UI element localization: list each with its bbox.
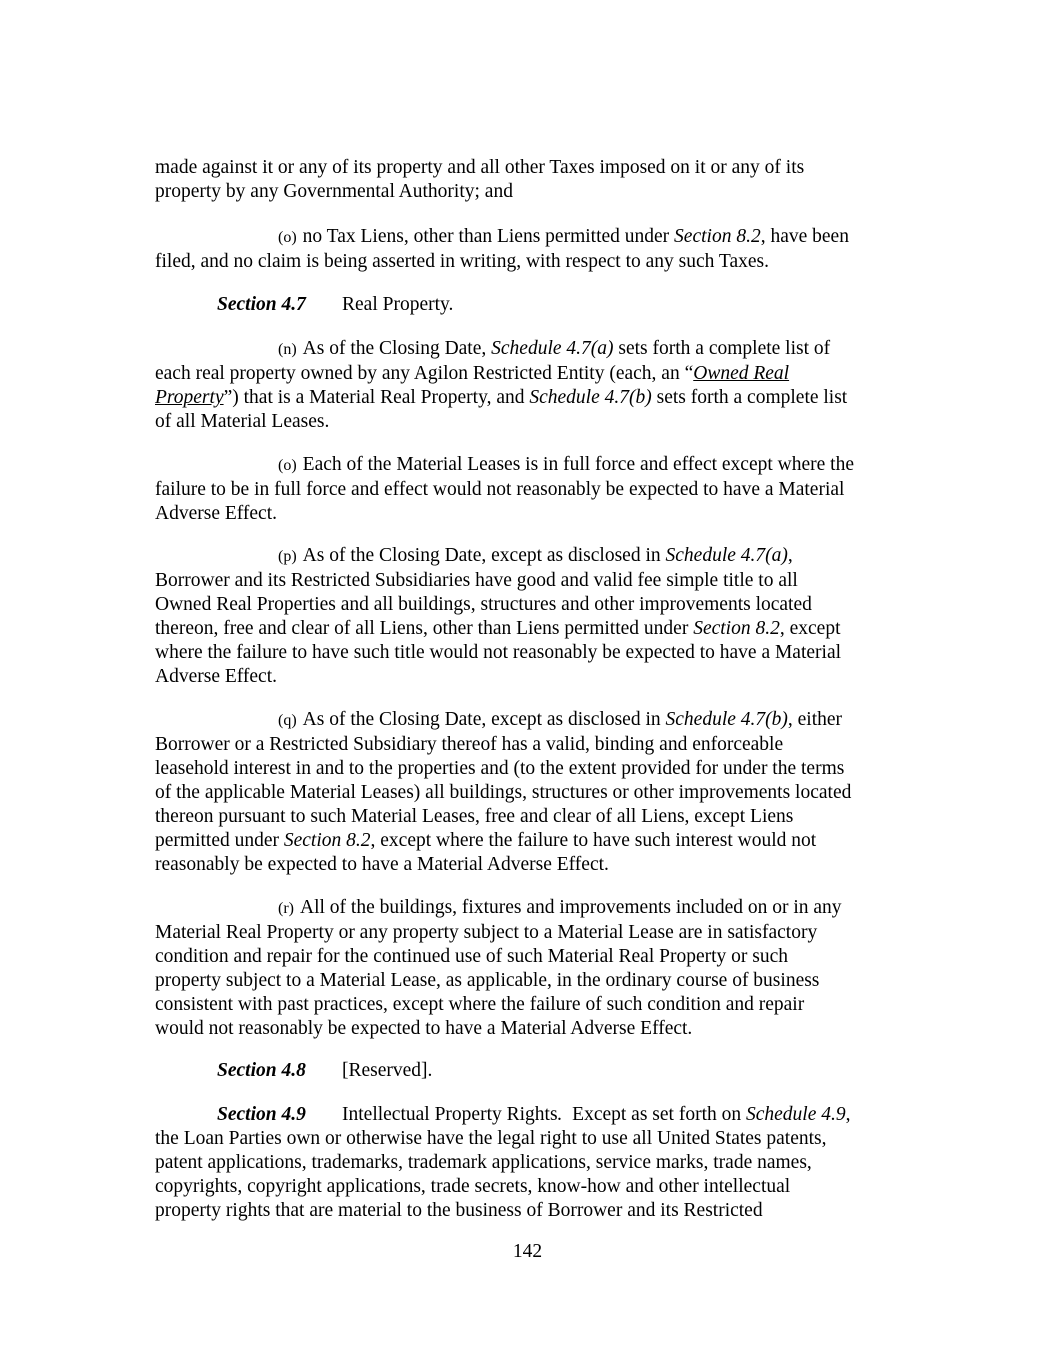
text-run: ,	[845, 1104, 851, 1125]
text-line	[155, 829, 900, 853]
text-line	[155, 386, 900, 410]
paragraph-intro	[155, 156, 900, 204]
section-number: Section 4.7	[217, 294, 306, 315]
section-reference: Section 8.2	[674, 226, 761, 247]
text-run: Except as set forth on	[562, 1104, 746, 1125]
clause-label: (p)	[278, 548, 297, 565]
schedule-reference: Schedule 4.7(b)	[665, 709, 788, 730]
defined-term: Property	[155, 387, 224, 408]
section-heading-4-7	[155, 293, 900, 317]
schedule-reference: Schedule 4.7(a)	[491, 338, 614, 359]
section-number: Section 4.8	[217, 1060, 306, 1081]
clause-label: (o)	[278, 229, 297, 246]
paragraph-o-material-leases	[155, 453, 900, 526]
paragraph-q	[155, 708, 900, 877]
text-line: Owned Real Properties and all buildings, structures and other improvements located	[155, 594, 812, 615]
text-run: sets forth a complete list of	[613, 338, 831, 359]
text-run: All of the buildings, fixtures and improvements included on or in any	[299, 897, 842, 918]
paragraph-r	[155, 896, 900, 1041]
section-title: Real Property.	[342, 294, 454, 315]
text-line: failure to be in full force and effect would not reasonably be expected to have a Material	[155, 479, 845, 500]
clause-label: (n)	[278, 341, 297, 358]
text-line: Material Real Property or any property subject to a Material Lease are in satisfactory	[155, 922, 818, 943]
text-run: , except	[779, 618, 841, 639]
text-run: each real property owned by any Agilon Restricted Entity (each, an “	[155, 363, 694, 384]
text-line: of all Material Leases.	[155, 411, 330, 432]
text-line: filed, and no claim is being asserted in writing, with respect to any such Taxes.	[155, 251, 770, 272]
text-line: where the failure to have such title would not reasonably be expected to have a Material	[155, 642, 842, 663]
text-run: , either	[787, 709, 843, 730]
section-reference: Section 8.2	[693, 618, 780, 639]
text-run: As of the Closing Date, except as disclosed in	[302, 545, 666, 566]
text-run: , except where the failure to have such interest would not	[370, 830, 817, 851]
defined-term: Owned Real	[693, 363, 790, 384]
section-title: Intellectual Property Rights	[342, 1104, 558, 1125]
section-number: Section 4.9	[217, 1104, 306, 1125]
text-line: of the applicable Material Leases) all buildings, structures or other improvements located	[155, 782, 852, 803]
text-line	[155, 362, 900, 386]
text-line	[155, 708, 900, 733]
text-line	[155, 896, 900, 921]
text-line: made against it or any of its property and all other Taxes imposed on it or any of its	[155, 157, 805, 178]
text-run: ,	[787, 545, 793, 566]
text-line: patent applications, trademarks, trademark applications, service marks, trade names,	[155, 1152, 812, 1173]
text-line: consistent with past practices, except where the failure of such condition and repair	[155, 994, 805, 1015]
schedule-reference: Schedule 4.9	[746, 1104, 846, 1125]
text-line: Borrower or a Restricted Subsidiary thereof has a valid, binding and enforceable	[155, 734, 784, 755]
text-line: condition and repair for the continued use of such Material Real Property or such	[155, 946, 789, 967]
text-run: permitted under	[155, 830, 284, 851]
text-line	[155, 337, 900, 362]
heading-line	[155, 1103, 900, 1127]
text-line: the Loan Parties own or otherwise have the legal right to use all United States patents,	[155, 1128, 827, 1149]
text-line: property rights that are material to the business of Borrower and its Restricted	[155, 1200, 763, 1221]
clause-label: (o)	[278, 457, 297, 474]
text-line	[155, 544, 900, 569]
schedule-reference: Schedule 4.7(a)	[665, 545, 788, 566]
text-line: Adverse Effect.	[155, 503, 277, 524]
text-line	[155, 225, 900, 250]
section-title: [Reserved].	[342, 1060, 433, 1081]
text-line: would not reasonably be expected to have a Material Adverse Effect.	[155, 1018, 693, 1039]
heading-line	[155, 1059, 900, 1083]
text-line: leasehold interest in and to the properties and (to the extent provided for under the terms	[155, 758, 845, 779]
text-line	[155, 453, 900, 478]
text-line: Adverse Effect.	[155, 666, 277, 687]
text-line	[155, 617, 900, 641]
page-number: 142	[512, 1241, 543, 1262]
section-heading-4-8	[155, 1059, 900, 1083]
heading-line	[155, 293, 900, 317]
text-run: ”) that is a Material Real Property, and	[223, 387, 530, 408]
title-period: .	[557, 1104, 563, 1125]
text-line: property by any Governmental Authority; and	[155, 181, 513, 202]
clause-label: (r)	[278, 900, 294, 917]
text-line: Borrower and its Restricted Subsidiaries have good and valid fee simple title to all	[155, 570, 798, 591]
clause-label: (q)	[278, 712, 297, 729]
paragraph-p	[155, 544, 900, 689]
paragraph-o-tax-liens	[155, 225, 900, 274]
paragraph-n	[155, 337, 900, 434]
text-line: copyrights, copyright applications, trade secrets, know-how and other intellectual	[155, 1176, 791, 1197]
text-line: thereon pursuant to such Material Leases, free and clear of all Liens, except Liens	[155, 806, 794, 827]
text-run: As of the Closing Date,	[302, 338, 492, 359]
text-run: no Tax Liens, other than Liens permitted under	[302, 226, 675, 247]
schedule-reference: Schedule 4.7(b)	[529, 387, 652, 408]
section-reference: Section 8.2	[283, 830, 371, 851]
text-line: property subject to a Material Lease, as applicable, in the ordinary course of business	[155, 970, 820, 991]
text-run: , have been	[760, 226, 849, 247]
text-run: sets forth a complete list	[651, 387, 848, 408]
text-run: thereon, free and clear of all Liens, other than Liens permitted under	[155, 618, 694, 639]
text-run: As of the Closing Date, except as disclosed in	[302, 709, 666, 730]
text-line: reasonably be expected to have a Material Adverse Effect.	[155, 854, 609, 875]
section-4-9	[155, 1103, 900, 1223]
text-run: Each of the Material Leases is in full force and effect except where the	[302, 454, 854, 475]
